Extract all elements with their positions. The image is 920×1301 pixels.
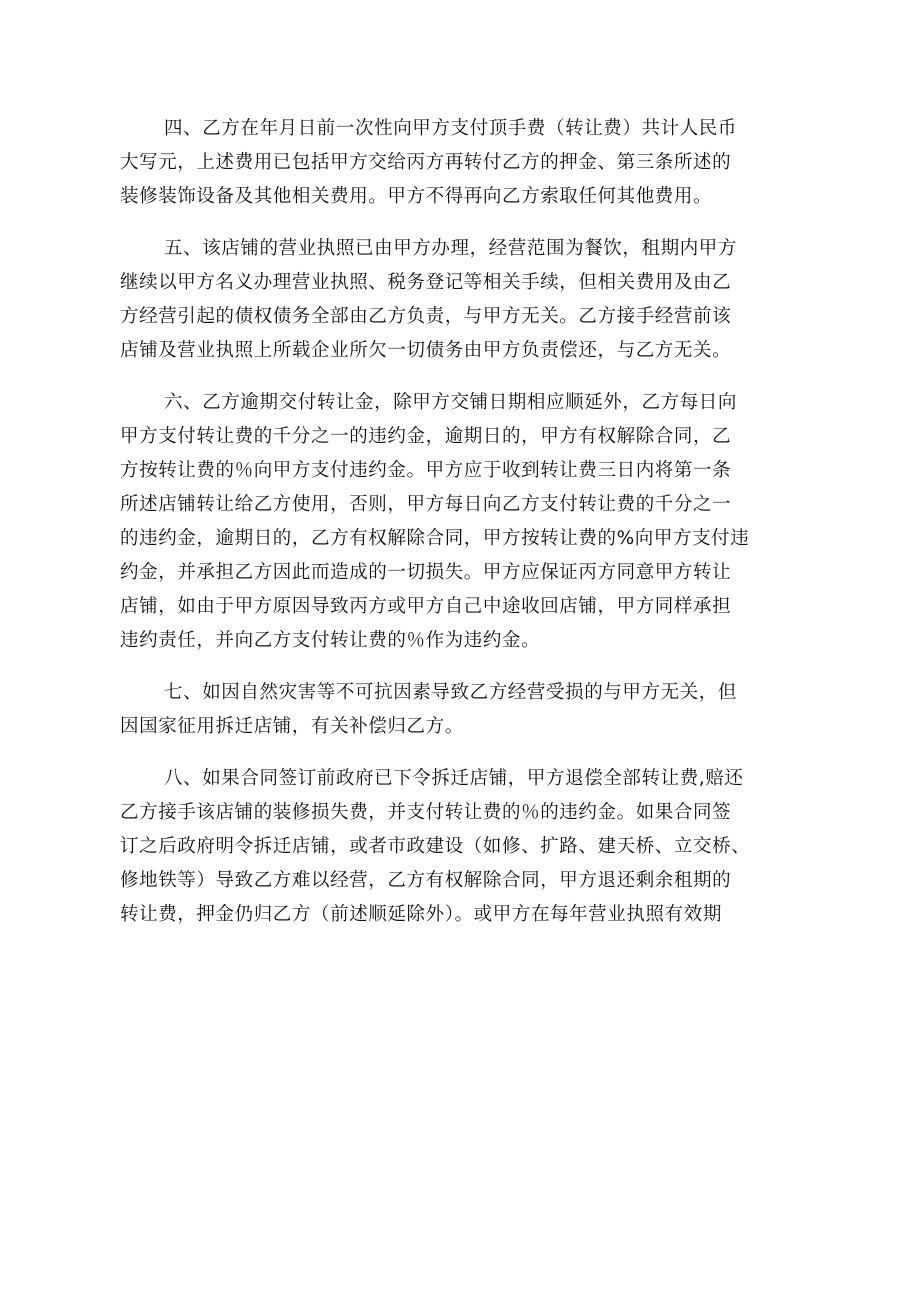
paragraph-line: 修地铁等）导致乙方难以经营，乙方有权解除合同，甲方退还剩余租期的 [120,870,732,891]
paragraph-gap [120,744,800,762]
paragraph-line: 七、如因自然灾害等不可抗因素导致乙方经营受损的与甲方无关，但 [164,682,738,703]
paragraph-line: 甲方支付转让费的千分之一的违约金，逾期日的，甲方有权解除合同，乙 [120,426,732,447]
paragraph-line: 约金，并承担乙方因此而造成的一切损失。甲方应保证丙方同意甲方转让 [120,562,732,583]
paragraph-line: 方按转让费的％向甲方支付违约金。甲方应于收到转让费三日内将第一条 [120,460,732,481]
clause-6-paragraph [120,386,800,658]
clause-4-paragraph [120,112,800,214]
paragraph-gap [120,658,800,676]
paragraph-line: 订之后政府明令拆迁店铺，或者市政建设（如修、扩路、建天桥、立交桥、 [120,836,751,857]
paragraph-line: 继续以甲方名义办理营业执照、税务登记等相关手续，但相关费用及由乙 [120,272,732,293]
clause-5-paragraph [120,232,800,368]
paragraph-line: 乙方接手该店铺的装修损失费，并支付转让费的％的违约金。如果合同签 [120,802,732,823]
paragraph-line: 六、乙方逾期交付转让金，除甲方交铺日期相应顺延外，乙方每日向 [164,392,738,413]
paragraph-line: 装修装饰设备及其他相关费用。甲方不得再向乙方索取任何其他费用。 [120,186,713,207]
paragraph-line: 转让费，押金仍归乙方（前述顺延除外）。或甲方在每年营业执照有效期 [120,904,722,925]
paragraph-gap [120,214,800,232]
document-body [120,112,800,932]
paragraph-line: 店铺，如由于甲方原因导致丙方或甲方自己中途收回店铺，甲方同样承担 [120,596,732,617]
clause-7-paragraph [120,676,800,744]
paragraph-gap [120,368,800,386]
paragraph-line: 八、如果合同签订前政府已下令拆迁店铺，甲方退偿全部转让费,赔还 [164,768,744,789]
paragraph-line: 店铺及营业执照上所载企业所欠一切债务由甲方负责偿还，与乙方无关。 [120,340,732,361]
paragraph-line: 所述店铺转让给乙方使用，否则，甲方每日向乙方支付转让费的千分之一 [120,494,732,515]
paragraph-line: 四、乙方在年月日前一次性向甲方支付顶手费（转让费）共计人民币 [164,118,738,139]
paragraph-line: 违约责任，并向乙方支付转让费的％作为违约金。 [120,630,541,651]
clause-8-paragraph [120,762,800,932]
paragraph-line: 大写元，上述费用已包括甲方交给丙方再转付乙方的押金、第三条所述的 [120,152,732,173]
paragraph-line: 五、该店铺的营业执照已由甲方办理，经营范围为餐饮，租期内甲方 [164,238,738,259]
paragraph-line: 因国家征用拆迁店铺，有关补偿归乙方。 [120,716,464,737]
paragraph-line: 方经营引起的债权债务全部由乙方负责，与甲方无关。乙方接手经营前该 [120,306,732,327]
paragraph-line: 的违约金，逾期日的，乙方有权解除合同，甲方按转让费的%向甲方支付违 [120,528,750,549]
